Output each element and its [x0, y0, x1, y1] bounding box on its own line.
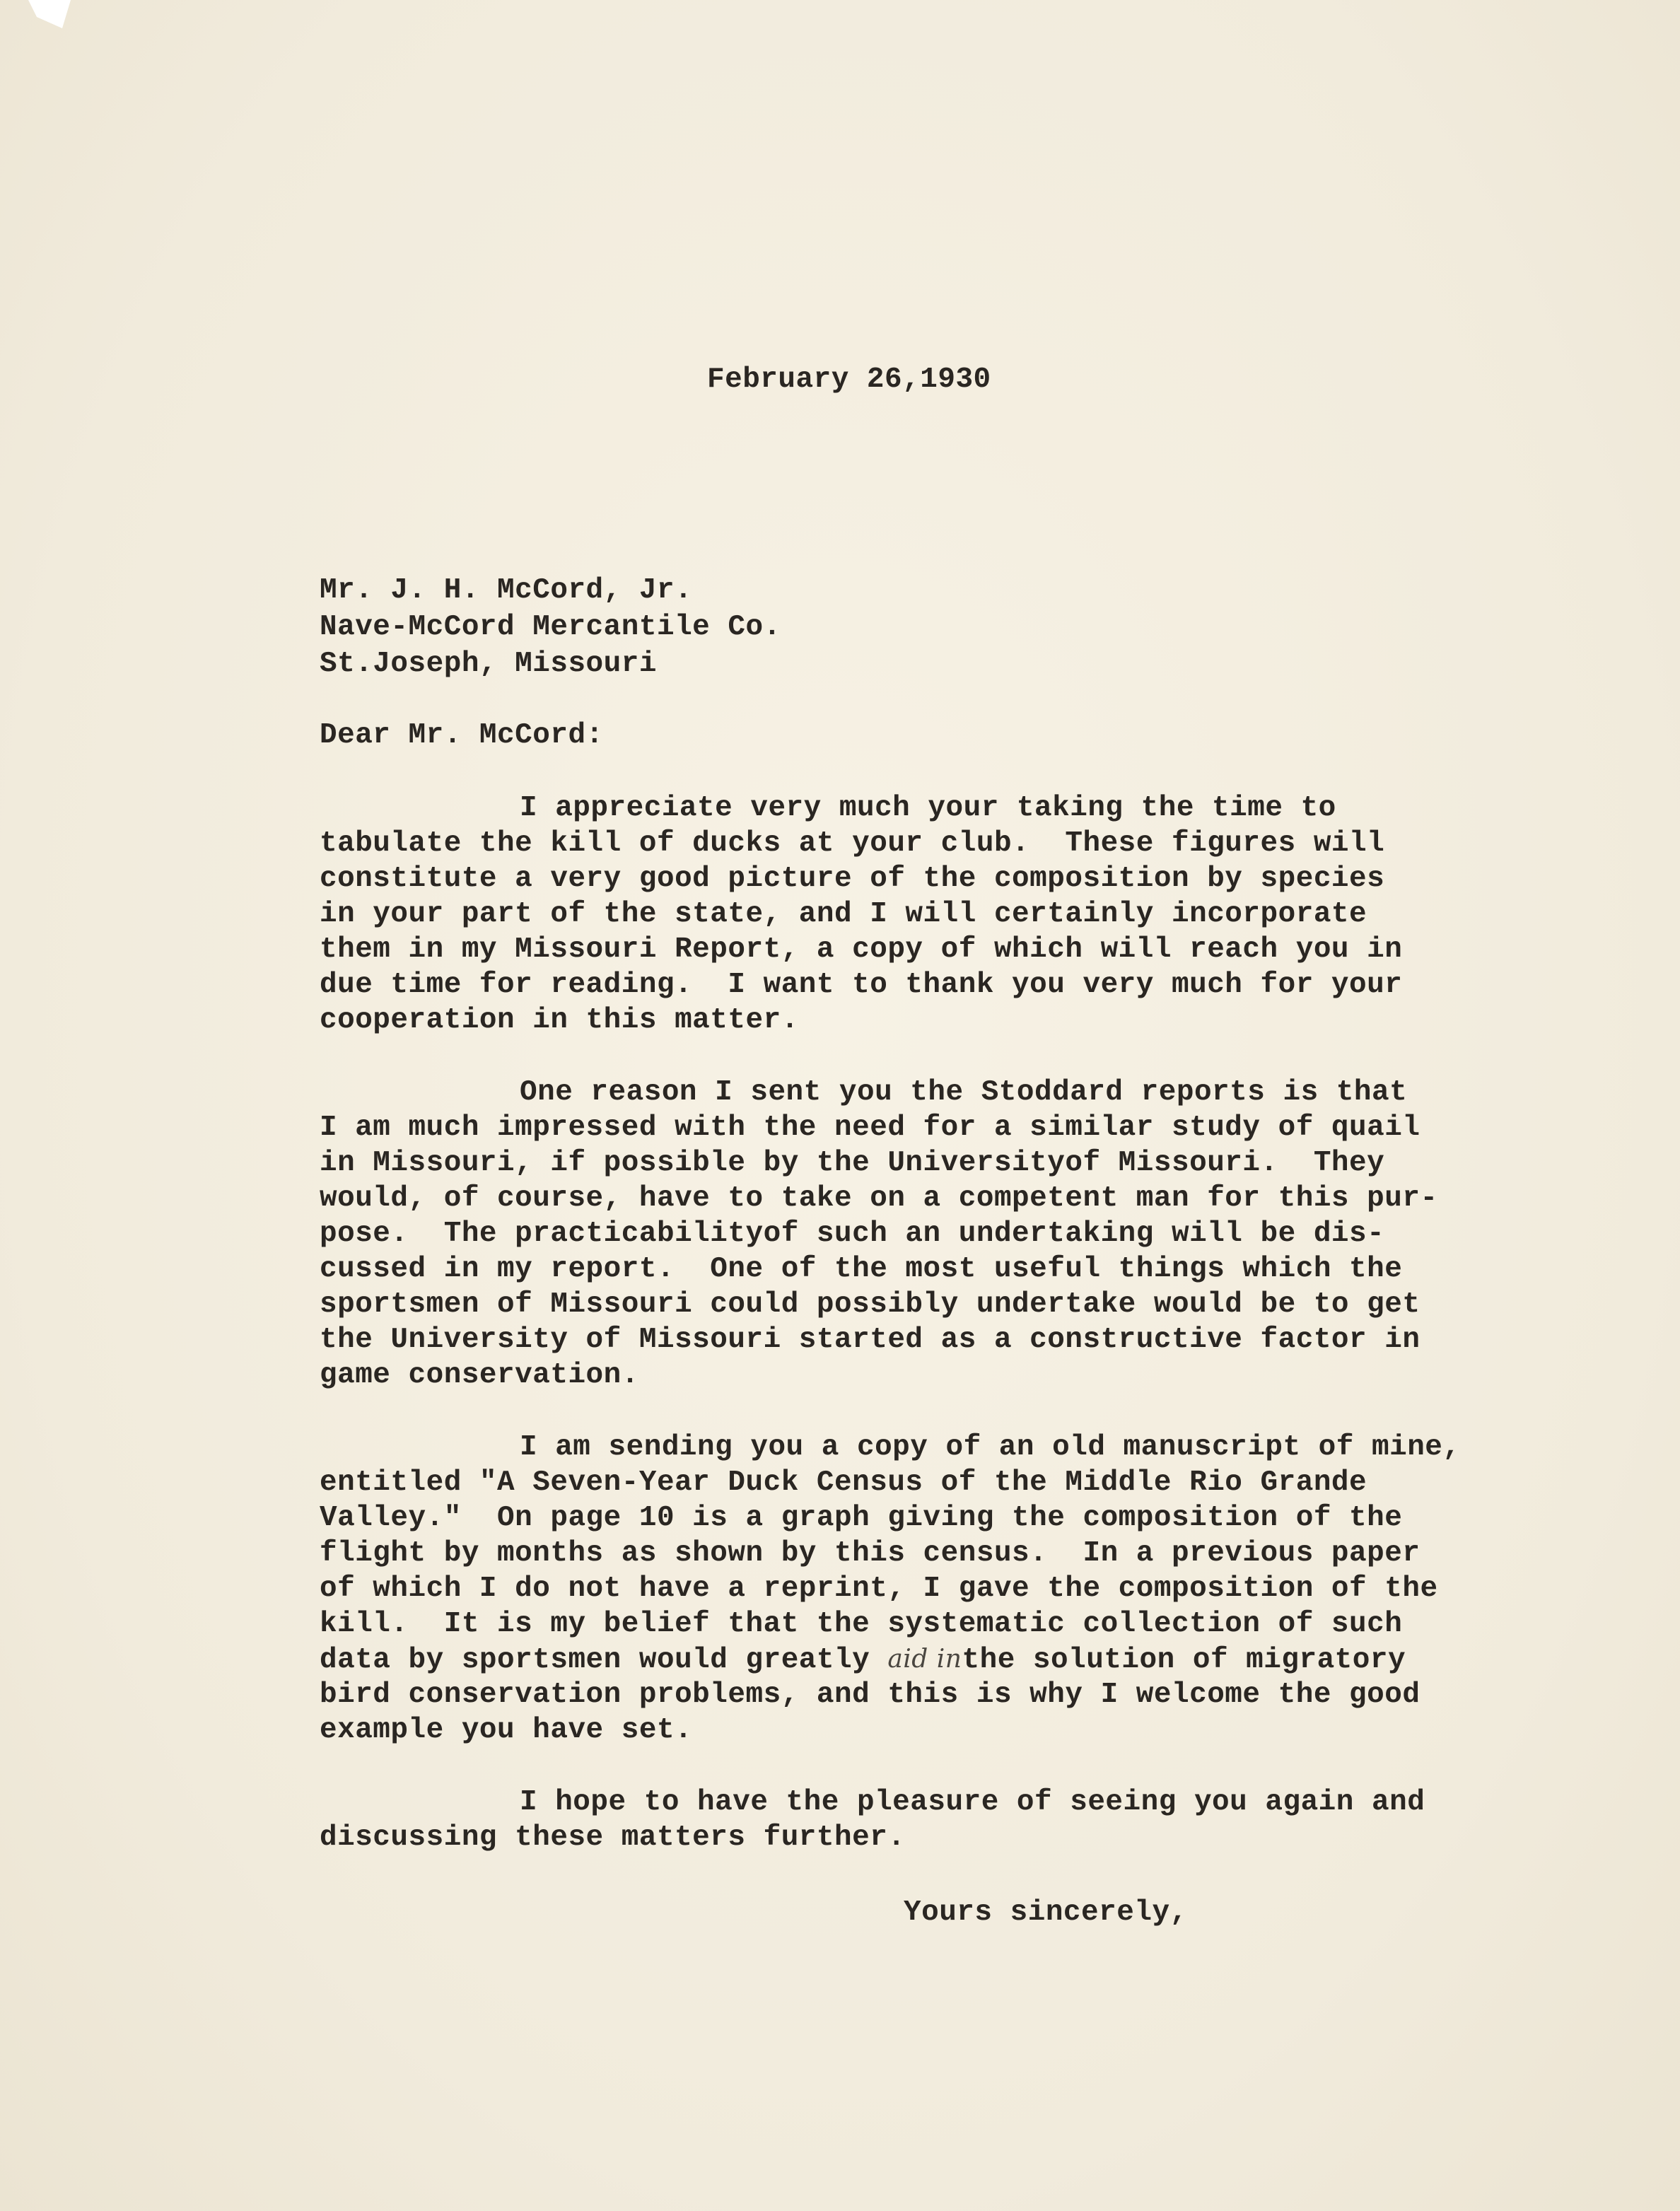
paragraph3-line: of which I do not have a reprint, I gave the composition of the	[320, 1573, 1438, 1605]
paragraph2-line: One reason I sent you the Stoddard reports is that	[520, 1076, 1408, 1109]
paragraph2-line: cussed in my report. One of the most useful things which the	[320, 1253, 1403, 1285]
paragraph1-line: them in my Missouri Report, a copy of which will reach you in	[320, 933, 1403, 966]
paragraph3-line-with-handwriting	[320, 1642, 1451, 1677]
paragraph2-line: I am much impressed with the need for a similar study of quail	[320, 1112, 1421, 1144]
paragraph2-line: sportsmen of Missouri could possibly undertake would be to get	[320, 1288, 1421, 1321]
address-line-company: Nave-McCord Mercantile Co.	[320, 611, 781, 643]
address-line-name: Mr. J. H. McCord, Jr.	[320, 574, 693, 607]
paragraph2-line: in Missouri, if possible by the Universityof Missouri. They	[320, 1147, 1385, 1179]
paragraph1-line: cooperation in this matter.	[320, 1004, 799, 1037]
paragraph3-line: bird conservation problems, and this is why I welcome the good	[320, 1679, 1421, 1711]
paragraph3-line: kill. It is my belief that the systematic collection of such	[320, 1608, 1403, 1640]
paragraph2-line: game conservation.	[320, 1359, 639, 1392]
paragraph1-line: I appreciate very much your taking the time to	[520, 792, 1336, 824]
paragraph3-line: I am sending you a copy of an old manuscript of mine,	[520, 1431, 1461, 1464]
paragraph4-line: I hope to have the pleasure of seeing you again and	[520, 1786, 1425, 1819]
paragraph2-line: would, of course, have to take on a competent man for this pur-	[320, 1182, 1438, 1215]
paragraph3-line-start: data by sportsmen would greatly	[320, 1644, 888, 1676]
letter-date: February 26,1930	[707, 363, 991, 396]
paragraph1-line: due time for reading. I want to thank you very much for your	[320, 969, 1403, 1001]
paragraph3-line: entitled "A Seven-Year Duck Census of the Middle Rio Grande	[320, 1466, 1367, 1499]
paragraph1-line: constitute a very good picture of the composition by species	[320, 863, 1385, 895]
address-line-city: St.Joseph, Missouri	[320, 648, 657, 680]
paragraph3-line-end: the solution of migratory	[962, 1644, 1406, 1676]
paragraph2-line: pose. The practicabilityof such an undertaking will be dis-	[320, 1218, 1385, 1250]
salutation: Dear Mr. McCord:	[320, 719, 604, 752]
paragraph3-line: flight by months as shown by this census. In a previous paper	[320, 1537, 1421, 1570]
paragraph1-line: tabulate the kill of ducks at your club. These figures will	[320, 827, 1385, 860]
paragraph3-line: example you have set.	[320, 1714, 693, 1746]
closing: Yours sincerely,	[904, 1896, 1188, 1929]
handwritten-insertion: aid in	[887, 1645, 962, 1674]
paragraph4-line: discussing these matters further.	[320, 1821, 906, 1854]
paragraph1-line: in your part of the state, and I will certainly incorporate	[320, 898, 1367, 931]
paragraph3-line: Valley." On page 10 is a graph giving the composition of the	[320, 1502, 1403, 1534]
paragraph2-line: the University of Missouri started as a constructive factor in	[320, 1324, 1421, 1356]
